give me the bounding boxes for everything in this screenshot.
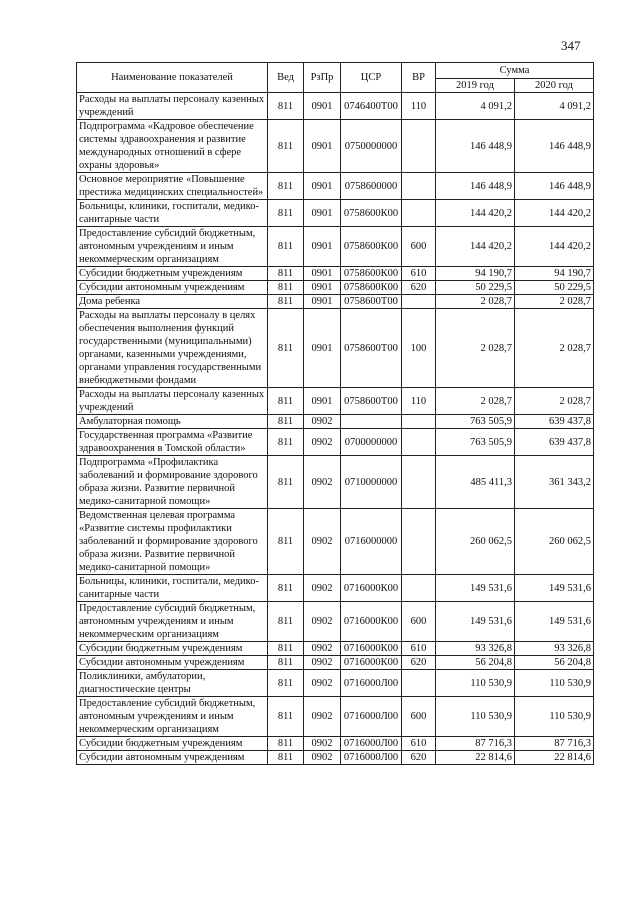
table-row — [77, 173, 594, 200]
cell-vr — [402, 173, 436, 200]
table-row — [77, 509, 594, 575]
cell-csr: 0716000К00 — [341, 575, 402, 602]
cell-rzpr: 0901 — [304, 309, 341, 388]
cell-ved: 811 — [268, 456, 304, 509]
cell-rzpr: 0902 — [304, 751, 341, 765]
cell-rzpr: 0902 — [304, 456, 341, 509]
cell-name: Субсидии автономным учреждениям — [77, 281, 268, 295]
cell-ved: 811 — [268, 697, 304, 737]
cell-2019: 763 505,9 — [436, 415, 515, 429]
cell-csr: 0716000Л00 — [341, 737, 402, 751]
cell-csr: 0716000К00 — [341, 656, 402, 670]
cell-csr: 0716000000 — [341, 509, 402, 575]
cell-ved: 811 — [268, 751, 304, 765]
cell-rzpr: 0901 — [304, 227, 341, 267]
cell-name: Основное мероприятие «Повышение престижа медицинских специальностей» — [77, 173, 268, 200]
header-year-2019: 2019 год — [436, 79, 515, 93]
cell-name: Больницы, клиники, госпитали, медико-санитарные части — [77, 575, 268, 602]
cell-ved: 811 — [268, 173, 304, 200]
table-row — [77, 456, 594, 509]
cell-ved: 811 — [268, 267, 304, 281]
header-sum: Сумма — [436, 63, 594, 79]
cell-2019: 146 448,9 — [436, 173, 515, 200]
cell-2019: 2 028,7 — [436, 295, 515, 309]
cell-2020: 149 531,6 — [515, 602, 594, 642]
header-year-2020: 2020 год — [515, 79, 594, 93]
cell-rzpr: 0901 — [304, 93, 341, 120]
cell-2019: 260 062,5 — [436, 509, 515, 575]
cell-2020: 22 814,6 — [515, 751, 594, 765]
table-row — [77, 656, 594, 670]
cell-vr — [402, 575, 436, 602]
cell-vr: 100 — [402, 309, 436, 388]
cell-vr — [402, 509, 436, 575]
header-name: Наименование показателей — [77, 63, 268, 93]
page-number: 347 — [561, 38, 581, 53]
table-row — [77, 93, 594, 120]
cell-rzpr: 0901 — [304, 295, 341, 309]
cell-vr: 600 — [402, 602, 436, 642]
cell-vr — [402, 295, 436, 309]
cell-csr: 0716000Л00 — [341, 670, 402, 697]
header-csr: ЦСР — [341, 63, 402, 93]
cell-2020: 149 531,6 — [515, 575, 594, 602]
cell-vr: 600 — [402, 227, 436, 267]
cell-name: Дома ребенка — [77, 295, 268, 309]
cell-rzpr: 0902 — [304, 697, 341, 737]
cell-2020: 93 326,8 — [515, 642, 594, 656]
cell-name: Подпрограмма «Кадровое обеспечение системы здравоохранения и развитие международных отношений в сфере охраны здоровья» — [77, 120, 268, 173]
cell-rzpr: 0902 — [304, 642, 341, 656]
cell-ved: 811 — [268, 227, 304, 267]
cell-2020: 639 437,8 — [515, 429, 594, 456]
cell-ved: 811 — [268, 120, 304, 173]
cell-2019: 4 091,2 — [436, 93, 515, 120]
table-row — [77, 309, 594, 388]
cell-2020: 146 448,9 — [515, 173, 594, 200]
cell-2020: 4 091,2 — [515, 93, 594, 120]
cell-csr: 0716000Л00 — [341, 751, 402, 765]
cell-csr: 0716000Л00 — [341, 697, 402, 737]
cell-2020: 2 028,7 — [515, 388, 594, 415]
header-vr: ВР — [402, 63, 436, 93]
table-row — [77, 200, 594, 227]
cell-name: Субсидии бюджетным учреждениям — [77, 642, 268, 656]
cell-vr: 620 — [402, 281, 436, 295]
cell-2019: 22 814,6 — [436, 751, 515, 765]
cell-name: Больницы, клиники, госпитали, медико-санитарные части — [77, 200, 268, 227]
table-row — [77, 295, 594, 309]
table-row — [77, 120, 594, 173]
cell-vr: 110 — [402, 93, 436, 120]
cell-name: Государственная программа «Развитие здравоохранения в Томской области» — [77, 429, 268, 456]
cell-2020: 110 530,9 — [515, 670, 594, 697]
table-row — [77, 602, 594, 642]
cell-csr: 0716000К00 — [341, 602, 402, 642]
cell-2019: 50 229,5 — [436, 281, 515, 295]
cell-ved: 811 — [268, 656, 304, 670]
cell-rzpr: 0902 — [304, 656, 341, 670]
cell-ved: 811 — [268, 388, 304, 415]
cell-ved: 811 — [268, 415, 304, 429]
cell-rzpr: 0902 — [304, 429, 341, 456]
cell-vr: 110 — [402, 388, 436, 415]
cell-name: Субсидии бюджетным учреждениям — [77, 737, 268, 751]
cell-vr — [402, 120, 436, 173]
cell-name: Расходы на выплаты персоналу казенных учреждений — [77, 93, 268, 120]
cell-name: Субсидии автономным учреждениям — [77, 751, 268, 765]
cell-vr: 610 — [402, 737, 436, 751]
cell-2020: 110 530,9 — [515, 697, 594, 737]
cell-rzpr: 0902 — [304, 737, 341, 751]
cell-vr — [402, 456, 436, 509]
cell-name: Расходы на выплаты персоналу в целях обеспечения выполнения функций государственными (муниципальными) органами, казенными учреждениями, органами управления государственными внебюджетными фондами — [77, 309, 268, 388]
cell-vr: 610 — [402, 267, 436, 281]
cell-2020: 144 420,2 — [515, 227, 594, 267]
cell-name: Предоставление субсидий бюджетным, автономным учреждениям и иным некоммерческим организациям — [77, 227, 268, 267]
cell-vr: 610 — [402, 642, 436, 656]
cell-2020: 87 716,3 — [515, 737, 594, 751]
cell-2019: 149 531,6 — [436, 575, 515, 602]
cell-name: Субсидии бюджетным учреждениям — [77, 267, 268, 281]
cell-vr: 620 — [402, 656, 436, 670]
cell-csr: 0710000000 — [341, 456, 402, 509]
cell-2019: 110 530,9 — [436, 670, 515, 697]
cell-2019: 110 530,9 — [436, 697, 515, 737]
table-row — [77, 415, 594, 429]
cell-csr: 0750000000 — [341, 120, 402, 173]
cell-csr — [341, 415, 402, 429]
cell-2019: 144 420,2 — [436, 227, 515, 267]
cell-2019: 763 505,9 — [436, 429, 515, 456]
cell-2019: 94 190,7 — [436, 267, 515, 281]
cell-csr: 0758600К00 — [341, 267, 402, 281]
cell-ved: 811 — [268, 509, 304, 575]
table-row — [77, 388, 594, 415]
cell-2020: 50 229,5 — [515, 281, 594, 295]
cell-ved: 811 — [268, 670, 304, 697]
cell-2019: 146 448,9 — [436, 120, 515, 173]
cell-csr: 0758600Т00 — [341, 309, 402, 388]
cell-vr — [402, 415, 436, 429]
cell-2019: 149 531,6 — [436, 602, 515, 642]
cell-csr: 0716000К00 — [341, 642, 402, 656]
header-ved: Вед — [268, 63, 304, 93]
cell-ved: 811 — [268, 200, 304, 227]
table-row — [77, 670, 594, 697]
cell-ved: 811 — [268, 575, 304, 602]
cell-2019: 144 420,2 — [436, 200, 515, 227]
cell-2020: 146 448,9 — [515, 120, 594, 173]
header-rzpr: РзПр — [304, 63, 341, 93]
table-row — [77, 575, 594, 602]
cell-2020: 56 204,8 — [515, 656, 594, 670]
cell-2020: 2 028,7 — [515, 295, 594, 309]
cell-csr: 0758600К00 — [341, 200, 402, 227]
table-row — [77, 697, 594, 737]
cell-vr: 620 — [402, 751, 436, 765]
cell-2019: 485 411,3 — [436, 456, 515, 509]
cell-csr: 0758600К00 — [341, 227, 402, 267]
cell-rzpr: 0901 — [304, 388, 341, 415]
cell-ved: 811 — [268, 602, 304, 642]
cell-csr: 0758600000 — [341, 173, 402, 200]
cell-rzpr: 0901 — [304, 120, 341, 173]
table-row — [77, 642, 594, 656]
cell-rzpr: 0901 — [304, 267, 341, 281]
cell-rzpr: 0902 — [304, 575, 341, 602]
cell-rzpr: 0902 — [304, 415, 341, 429]
cell-ved: 811 — [268, 642, 304, 656]
table-row — [77, 429, 594, 456]
cell-name: Предоставление субсидий бюджетным, автономным учреждениям и иным некоммерческим организациям — [77, 697, 268, 737]
table-row — [77, 281, 594, 295]
cell-2020: 144 420,2 — [515, 200, 594, 227]
cell-name: Амбулаторная помощь — [77, 415, 268, 429]
cell-ved: 811 — [268, 295, 304, 309]
table-row — [77, 737, 594, 751]
cell-vr — [402, 429, 436, 456]
cell-2020: 260 062,5 — [515, 509, 594, 575]
cell-name: Ведомственная целевая программа «Развитие системы профилактики заболеваний и формирование здорового образа жизни. Развитие первичной медико-санитарной помощи» — [77, 509, 268, 575]
cell-name: Субсидии автономным учреждениям — [77, 656, 268, 670]
cell-vr: 600 — [402, 697, 436, 737]
cell-2019: 2 028,7 — [436, 309, 515, 388]
cell-rzpr: 0901 — [304, 173, 341, 200]
cell-name: Поликлиники, амбулатории, диагностические центры — [77, 670, 268, 697]
cell-ved: 811 — [268, 93, 304, 120]
cell-csr: 0758600К00 — [341, 281, 402, 295]
cell-name: Подпрограмма «Профилактика заболеваний и формирование здорового образа жизни. Развитие первичной медико-санитарной помощи» — [77, 456, 268, 509]
cell-csr: 0746400Т00 — [341, 93, 402, 120]
cell-2020: 2 028,7 — [515, 309, 594, 388]
cell-2019: 56 204,8 — [436, 656, 515, 670]
cell-vr — [402, 200, 436, 227]
cell-name: Расходы на выплаты персоналу казенных учреждений — [77, 388, 268, 415]
cell-csr: 0700000000 — [341, 429, 402, 456]
cell-rzpr: 0902 — [304, 602, 341, 642]
cell-csr: 0758600Т00 — [341, 388, 402, 415]
cell-2020: 94 190,7 — [515, 267, 594, 281]
table-row — [77, 227, 594, 267]
table-body — [77, 93, 594, 765]
cell-rzpr: 0902 — [304, 509, 341, 575]
cell-csr: 0758600Т00 — [341, 295, 402, 309]
budget-table — [76, 62, 594, 765]
cell-ved: 811 — [268, 309, 304, 388]
cell-ved: 811 — [268, 737, 304, 751]
cell-vr — [402, 670, 436, 697]
cell-rzpr: 0901 — [304, 281, 341, 295]
cell-2019: 87 716,3 — [436, 737, 515, 751]
cell-ved: 811 — [268, 281, 304, 295]
cell-name: Предоставление субсидий бюджетным, автономным учреждениям и иным некоммерческим организациям — [77, 602, 268, 642]
cell-2019: 93 326,8 — [436, 642, 515, 656]
table-row — [77, 267, 594, 281]
cell-rzpr: 0901 — [304, 200, 341, 227]
cell-2020: 361 343,2 — [515, 456, 594, 509]
cell-ved: 811 — [268, 429, 304, 456]
table-row — [77, 751, 594, 765]
cell-rzpr: 0902 — [304, 670, 341, 697]
cell-2019: 2 028,7 — [436, 388, 515, 415]
cell-2020: 639 437,8 — [515, 415, 594, 429]
